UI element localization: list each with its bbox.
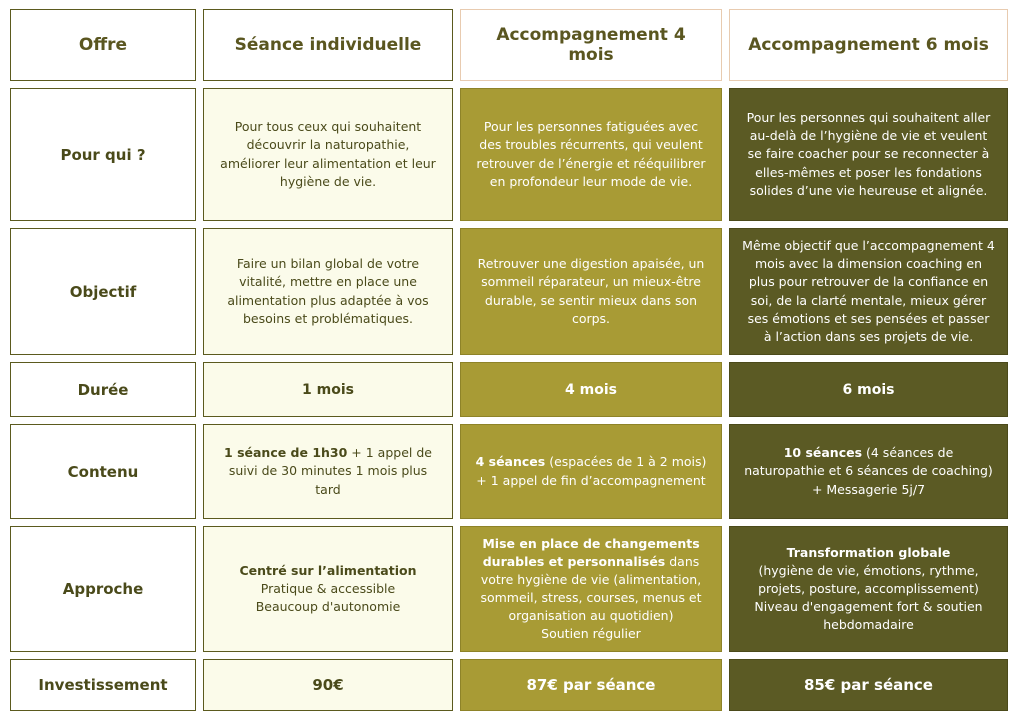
- duree-label: Durée: [77, 380, 129, 399]
- approche-seance-bold: Centré sur l’alimentation: [239, 562, 417, 578]
- approche-seance-line3: Beaucoup d'autonomie: [255, 599, 401, 615]
- duree-seance-cell: [203, 362, 453, 417]
- contenu-acc6-text: [742, 444, 995, 498]
- row-label-contenu: [10, 424, 196, 519]
- approche-seance-line2: Pratique & accessible: [260, 580, 396, 596]
- approche-acc4-line2: Soutien régulier: [541, 626, 641, 642]
- approche-acc6-line2: (hygiène de vie, émotions, rythme, projets, posture, accomplissement): [758, 562, 979, 596]
- approche-acc4-cell: [460, 526, 722, 652]
- header-acc6-label: Accompagnement 6 mois: [748, 35, 989, 55]
- approche-acc4-rest: dans votre hygiène de vie (alimentation, sommeil, stress, courses, menus et organisation au quotidien): [480, 553, 702, 624]
- investissement-label: Investissement: [38, 676, 168, 694]
- contenu-seance-rest: + 1 appel de suivi de 30 minutes 1 mois plus tard: [228, 445, 432, 497]
- duree-acc6-cell: [729, 362, 1008, 417]
- approche-acc4-text: [473, 535, 709, 626]
- approche-seance-cell: [203, 526, 453, 652]
- duree-acc6-text: 6 mois: [842, 381, 895, 398]
- objectif-acc6-text: Même objectif que l’accompagnement 4 mois avec la dimension coaching en plus pour retrouver de la confiance en soi, de la clarté mentale, mieux gérer ses émotions et ses pensées et passer à l’action dans ses projets de vie.: [742, 238, 995, 344]
- contenu-label: Contenu: [67, 462, 139, 481]
- pour-qui-seance-cell: [203, 88, 453, 221]
- row-label-objectif: [10, 228, 196, 355]
- objectif-acc4-cell: [460, 228, 722, 355]
- contenu-seance-text: [216, 444, 440, 498]
- pour-qui-acc6-cell: [729, 88, 1008, 221]
- contenu-seance-cell: [203, 424, 453, 519]
- objectif-label: Objectif: [69, 282, 137, 301]
- header-seance-individuelle: [203, 9, 453, 81]
- approche-acc4-bold: Mise en place de changements durables et personnalisés: [482, 535, 700, 569]
- investissement-acc6-text: 85€ par séance: [804, 676, 933, 694]
- approche-acc6-bold: Transformation globale: [786, 544, 951, 560]
- header-accompagnement-6-mois: [729, 9, 1008, 81]
- contenu-acc4-rest: (espacées de 1 à 2 mois) + 1 appel de fin d’accompagnement: [476, 454, 707, 488]
- contenu-acc6-rest: (4 séances de naturopathie et 6 séances de coaching) + Messagerie 5j/7: [744, 445, 993, 497]
- approche-acc6-cell: [729, 526, 1008, 652]
- duree-acc4-cell: [460, 362, 722, 417]
- pour-qui-label: Pour qui ?: [60, 145, 146, 164]
- investissement-seance-cell: [203, 659, 453, 711]
- pour-qui-seance-text: Pour tous ceux qui souhaitent découvrir la naturopathie, améliorer leur alimentation et leur hygiène de vie.: [220, 119, 436, 189]
- row-label-investissement: [10, 659, 196, 711]
- investissement-acc4-cell: [460, 659, 722, 711]
- contenu-acc4-text: [473, 453, 709, 489]
- investissement-seance-text: 90€: [312, 676, 344, 694]
- approche-label: Approche: [62, 580, 144, 598]
- contenu-acc6-cell: [729, 424, 1008, 519]
- objectif-acc6-cell: [729, 228, 1008, 355]
- pour-qui-acc4-text: Pour les personnes fatiguées avec des troubles récurrents, qui veulent retrouver de l’énergie et rééquilibrer en profondeur leur mode de vie.: [476, 119, 706, 189]
- investissement-acc4-text: 87€ par séance: [526, 676, 656, 694]
- header-acc4-label: Accompagnement 4 mois: [496, 25, 686, 65]
- header-offre: [10, 9, 196, 81]
- contenu-acc4-cell: [460, 424, 722, 519]
- duree-acc4-text: 4 mois: [565, 381, 617, 398]
- objectif-seance-cell: [203, 228, 453, 355]
- header-accompagnement-4-mois: [460, 9, 722, 81]
- pour-qui-acc4-cell: [460, 88, 722, 221]
- header-seance-label: Séance individuelle: [234, 35, 422, 55]
- contenu-acc4-bold: 4 séances: [475, 454, 546, 470]
- header-offre-label: Offre: [78, 35, 128, 55]
- objectif-seance-text: Faire un bilan global de votre vitalité, mettre en place une alimentation plus adaptée à vos besoins et problématiques.: [227, 256, 429, 326]
- row-label-duree: [10, 362, 196, 417]
- row-label-approche: [10, 526, 196, 652]
- row-label-pour-qui: [10, 88, 196, 221]
- approche-acc6-line3: Niveau d'engagement fort & soutien hebdomadaire: [754, 599, 983, 633]
- contenu-acc6-bold: 10 séances: [783, 445, 863, 461]
- duree-seance-text: 1 mois: [302, 381, 354, 398]
- contenu-seance-bold: 1 séance de 1h30: [224, 445, 348, 461]
- pour-qui-acc6-text: Pour les personnes qui souhaitent aller au-delà de l’hygiène de vie et veulent se faire coacher pour se reconnecter à elles-mêmes et poser les fondations solides d’une vie heureuse et alignée.: [746, 110, 991, 198]
- investissement-acc6-cell: [729, 659, 1008, 711]
- objectif-acc4-text: Retrouver une digestion apaisée, un sommeil réparateur, un mieux-être durable, se sentir mieux dans son corps.: [477, 256, 705, 326]
